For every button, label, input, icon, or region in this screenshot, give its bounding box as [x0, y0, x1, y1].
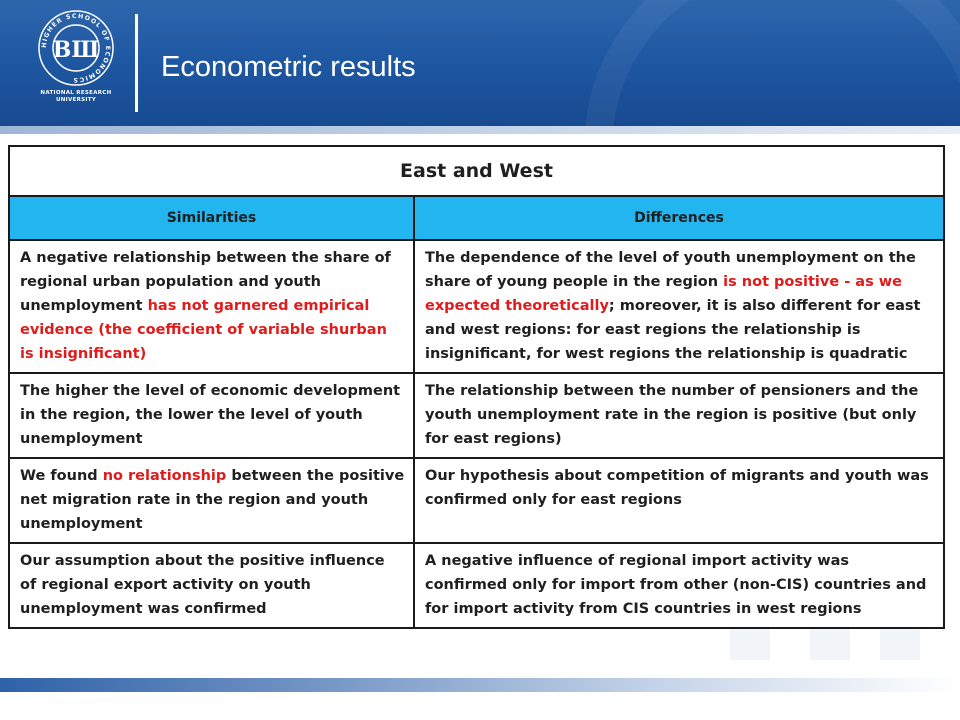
- highlighted-text: has not garnered empirical evidence (the coefficient of variable shurban is insignificant): [20, 298, 387, 362]
- cell-text: We found: [20, 468, 103, 484]
- comparison-table: [8, 145, 945, 629]
- difference-cell: [414, 373, 944, 458]
- logo-caption: [26, 90, 126, 104]
- difference-cell: [414, 543, 944, 628]
- table-header-row: [9, 196, 944, 240]
- header-stripe: [0, 126, 960, 134]
- logo-caption-line2: UNIVERSITY: [55, 97, 97, 103]
- column-header-similarities: Similarities: [9, 196, 414, 240]
- similarity-cell: [9, 240, 414, 373]
- table-title-row: [9, 146, 944, 196]
- difference-cell: [414, 458, 944, 543]
- table-row: [9, 543, 944, 628]
- cell-text: A negative relationship between the share of regional urban population and youth unemployment: [20, 250, 391, 314]
- cell-text: The dependence of the level of youth unemployment on the share of young people in the region: [425, 250, 916, 290]
- logo-monogram: ВШ: [52, 37, 100, 63]
- cell-text: The higher the level of economic development in the region, the lower the level of youth unemployment: [20, 383, 401, 447]
- university-logo: [26, 8, 126, 118]
- slide-title: Econometric results: [161, 51, 416, 83]
- cell-text: The relationship between the number of pensioners and the youth unemployment rate in the region is positive (but only for east regions): [425, 383, 919, 447]
- cell-text: ; moreover, it is also different for east and west regions: for east regions the relationship is insignificant, for west regions the relationship is quadratic: [425, 298, 921, 362]
- highlighted-text: is not positive - as we expected theoretically: [425, 274, 902, 314]
- similarity-cell: [9, 458, 414, 543]
- header-divider: [135, 14, 138, 112]
- cell-text: between the positive net migration rate in the region and youth unemployment: [20, 468, 405, 532]
- footer-band: [0, 678, 960, 692]
- highlighted-text: no relationship: [102, 468, 227, 484]
- logo-emblem-icon: [26, 8, 126, 88]
- difference-cell: [414, 240, 944, 373]
- table-row: [9, 458, 944, 543]
- table-row: [9, 373, 944, 458]
- cell-text: Our hypothesis about competition of migrants and youth was confirmed only for east regions: [425, 468, 929, 508]
- cell-text: A negative influence of regional import activity was confirmed only for import from other (non-CIS) countries and for import activity from CIS countries in west regions: [425, 553, 927, 617]
- slide-header: [0, 0, 960, 126]
- logo-ring-text: HIGHER SCHOOL OF ECONOMICS: [40, 12, 112, 84]
- similarity-cell: [9, 543, 414, 628]
- column-header-differences: Differences: [414, 196, 944, 240]
- logo-caption-line1: NATIONAL RESEARCH: [40, 90, 112, 96]
- header-watermark: [584, 0, 960, 126]
- table-title: East and West: [9, 146, 944, 196]
- table-row: [9, 240, 944, 373]
- cell-text: Our assumption about the positive influence of regional export activity on youth unemployment was confirmed: [20, 553, 385, 617]
- similarity-cell: [9, 373, 414, 458]
